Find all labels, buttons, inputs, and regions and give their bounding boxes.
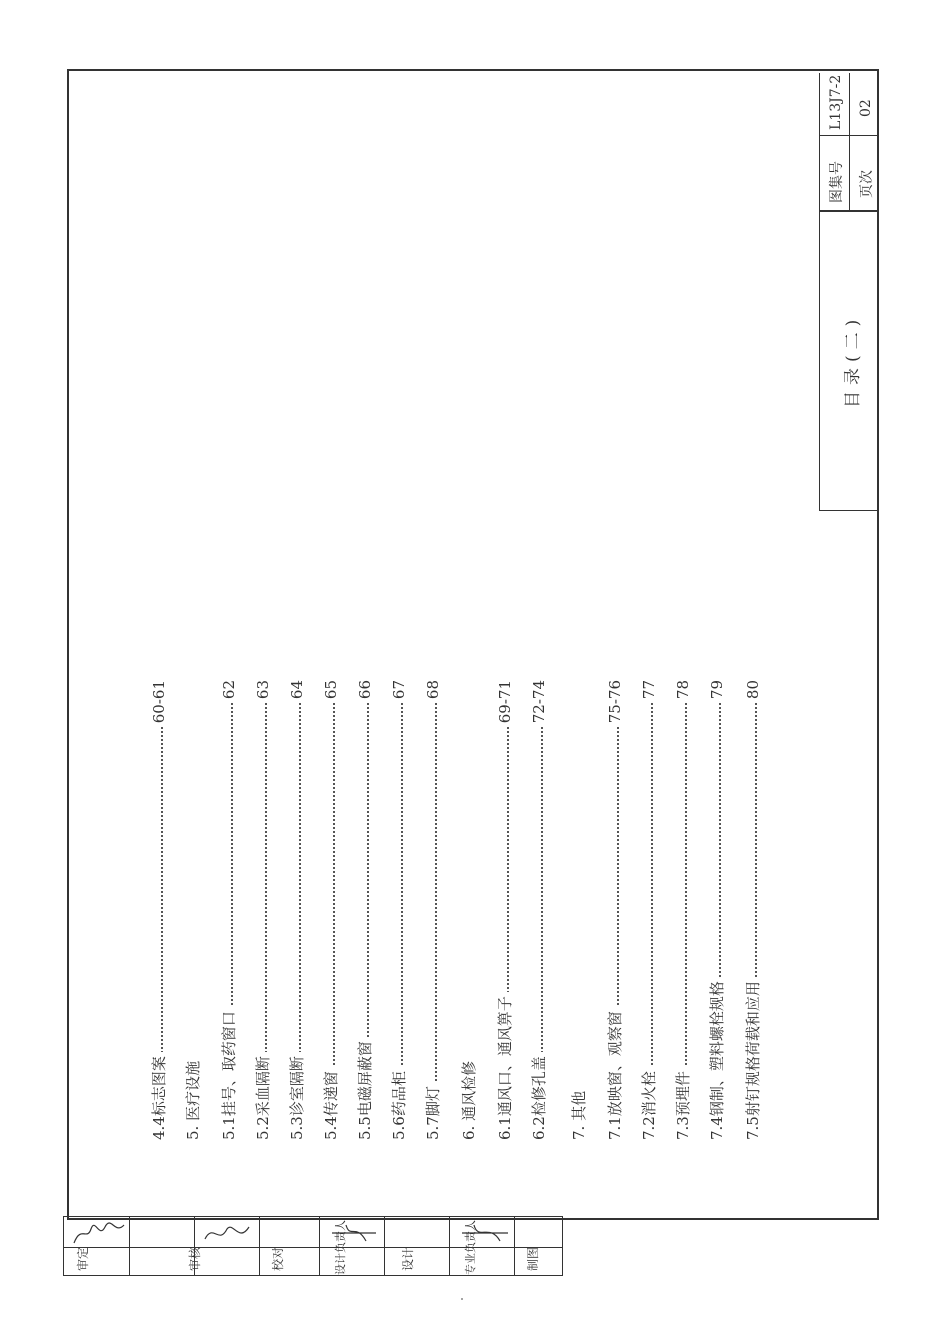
toc-title: 6.2检修孔盖	[528, 1052, 550, 1140]
toc-title: 5.7脚灯	[422, 1082, 444, 1140]
toc-page-number: 66	[354, 680, 376, 703]
toc-page-number: 79	[706, 680, 728, 703]
signature-3	[326, 1219, 386, 1247]
toc-page-number: 69-71	[494, 680, 516, 727]
toc-page-number: 77	[638, 680, 660, 703]
toc-entry	[638, 680, 660, 1140]
toc-entry	[218, 680, 240, 1140]
toc-page-number: 67	[388, 680, 410, 703]
toc-title: 5.6药品柜	[388, 1067, 410, 1140]
approval-cell-design-lead: 设计负责人	[334, 1220, 347, 1275]
toc-page-number: 72-74	[528, 680, 550, 727]
toc-entry	[604, 680, 626, 1140]
signature-1	[69, 1219, 129, 1247]
toc-leader-dots	[422, 680, 437, 1140]
toc-page-number: 78	[672, 680, 694, 703]
toc-page-number: 65	[320, 680, 342, 703]
approval-cell-reviewer: 审核	[188, 1246, 202, 1271]
toc-page-number: 62	[218, 680, 240, 703]
toc-entry	[742, 680, 764, 1140]
toc-title: 5.4传递窗	[320, 1067, 342, 1140]
toc-entry	[706, 680, 728, 1140]
drawing-title: 目录(二)	[843, 313, 863, 408]
toc-title: 7.2消火栓	[638, 1067, 660, 1140]
toc-title: 7.5射钉规格荷载和应用	[742, 977, 764, 1140]
approval-cell-drafter: 制图	[526, 1246, 540, 1271]
toc-entry	[672, 680, 694, 1140]
toc-title: 6. 通风检修	[458, 1057, 480, 1140]
signature-2	[199, 1219, 259, 1247]
table-of-contents	[148, 670, 768, 1140]
toc-entry	[148, 680, 170, 1140]
toc-title: 5.5电磁屏蔽窗	[354, 1037, 376, 1140]
toc-heading	[568, 680, 590, 1140]
toc-title: 5. 医疗设施	[182, 1057, 204, 1140]
toc-title: 7.3预埋件	[672, 1067, 694, 1140]
toc-title: 5.2采血隔断	[252, 1052, 274, 1140]
toc-heading	[458, 680, 480, 1140]
toc-entry	[252, 680, 274, 1140]
approval-cell-checker: 校对	[271, 1246, 285, 1271]
toc-page-number: 63	[252, 680, 274, 703]
toc-entry	[388, 680, 410, 1140]
toc-title: 7.1放映窗、观察窗	[604, 1007, 626, 1140]
toc-heading	[182, 680, 204, 1140]
toc-entry	[320, 680, 342, 1140]
page-value: 02	[858, 99, 874, 117]
title-block	[819, 73, 878, 511]
page-label: 页次	[859, 170, 875, 198]
toc-entry	[422, 680, 444, 1140]
toc-entry	[286, 680, 308, 1140]
toc-title: 6.1通风口、通风箅子	[494, 992, 516, 1140]
toc-page-number: 68	[422, 680, 444, 703]
atlas-number-value: L13J7-2	[828, 74, 844, 130]
approval-cell-specialty-lead: 专业负责人	[464, 1220, 477, 1275]
approval-cell-designer: 设计	[401, 1246, 415, 1271]
toc-title: 4.4标志图案	[148, 1052, 170, 1140]
approval-cell-approver: 审定	[76, 1246, 90, 1271]
toc-title: 5.3诊室隔断	[286, 1052, 308, 1140]
toc-entry	[494, 680, 516, 1140]
toc-page-number: 60-61	[148, 680, 170, 727]
toc-title: 7.4钢制、塑料螺栓规格	[706, 977, 728, 1140]
toc-page-number: 75-76	[604, 680, 626, 727]
toc-page-number: 80	[742, 680, 764, 703]
toc-page-number: 64	[286, 680, 308, 703]
toc-entry	[354, 680, 376, 1140]
approval-strip	[63, 1216, 563, 1276]
toc-entry	[528, 680, 550, 1140]
atlas-number-label: 图集号	[829, 161, 845, 203]
signature-4	[456, 1219, 516, 1247]
toc-title: 5.1挂号、取药窗口	[218, 1007, 240, 1140]
scan-speck	[461, 1298, 463, 1300]
toc-title: 7. 其他	[568, 1087, 590, 1140]
